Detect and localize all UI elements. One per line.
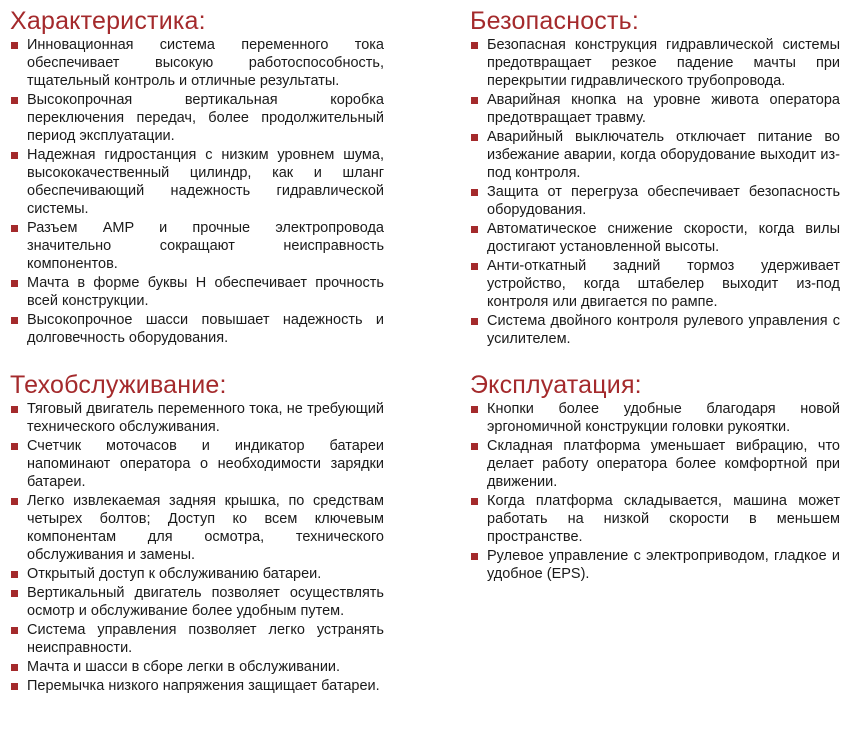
item-text: Мачта в форме буквы H обеспечивает прочность всей конструкции. — [27, 275, 384, 309]
features-section — [10, 6, 384, 348]
list-item — [10, 584, 384, 620]
item-text: Легко извлекаемая задняя крышка, по средствам четырех болтов; Доступ ко всем ключевым компонентам для осмотра, технического обслуживания и замены. — [27, 493, 384, 563]
list-item — [10, 219, 384, 273]
bullet-icon — [11, 498, 18, 505]
item-text: Аварийный выключатель отключает питание во избежание аварии, когда оборудование выходит из-под контроля. — [487, 129, 840, 181]
bullet-icon — [471, 134, 478, 141]
item-text: Открытый доступ к обслуживанию батареи. — [27, 566, 322, 582]
item-text: Разъем AMP и прочные электропровода значительно сокращают неисправность компонентов. — [27, 220, 384, 272]
list-item — [470, 91, 840, 127]
bullet-icon — [471, 189, 478, 196]
bullet-icon — [11, 590, 18, 597]
item-text: Складная платформа уменьшает вибрацию, что делает работу оператора более комфортной при движении. — [487, 438, 840, 490]
list-item — [470, 257, 840, 311]
item-text: Система управления позволяет легко устранять неисправности. — [27, 622, 384, 656]
item-text: Рулевое управление с электроприводом, гладкое и удобное (EPS). — [487, 548, 840, 582]
list-item — [10, 658, 384, 676]
operation-title: Эксплуатация: — [470, 371, 642, 399]
item-text: Аварийная кнопка на уровне живота оператора предотвращает травму. — [487, 92, 840, 126]
item-text: Автоматическое снижение скорости, когда вилы достигают установленной высоты. — [487, 221, 840, 255]
bullet-icon — [471, 318, 478, 325]
safety-list — [470, 36, 840, 348]
bullet-icon — [471, 97, 478, 104]
bullet-icon — [11, 406, 18, 413]
maintenance-title: Техобслуживание: — [10, 371, 227, 399]
list-item — [470, 128, 840, 182]
list-item — [10, 274, 384, 310]
list-item — [10, 621, 384, 657]
item-text: Безопасная конструкция гидравлической системы предотвращает резкое падение мачты при перекрытии гидравлического трубопровода. — [487, 37, 840, 89]
item-text: Мачта и шасси в сборе легки в обслуживании. — [27, 659, 341, 675]
item-text: Тяговый двигатель переменного тока, не требующий технического обслуживания. — [27, 401, 384, 435]
bullet-icon — [471, 443, 478, 450]
operation-list — [470, 400, 840, 583]
item-text: Инновационная система переменного тока обеспечивает высокую работоспособность, тщательный контроль и отличные результаты. — [27, 37, 384, 89]
item-text: Система двойного контроля рулевого управления с усилителем. — [487, 313, 840, 347]
bullet-icon — [11, 627, 18, 634]
list-item — [470, 437, 840, 491]
operation-section — [470, 370, 840, 584]
item-text: Кнопки более удобные благодаря новой эргономичной конструкции головки рукоятки. — [487, 401, 840, 435]
item-text: Защита от перегруза обеспечивает безопасность оборудования. — [487, 184, 840, 218]
list-item — [10, 565, 384, 583]
bullet-icon — [11, 317, 18, 324]
list-item — [470, 36, 840, 90]
bullet-icon — [471, 553, 478, 560]
list-item — [10, 677, 384, 695]
list-item — [10, 492, 384, 564]
bullet-icon — [11, 97, 18, 104]
item-text: Анти-откатный задний тормоз удерживает устройство, когда штабелер выходит из-под контроля или двигается по рампе. — [487, 258, 840, 310]
item-text: Счетчик моточасов и индикатор батареи напоминают оператора о необходимости зарядки батареи. — [27, 438, 384, 490]
features-list — [10, 36, 384, 347]
features-title: Характеристика: — [10, 7, 206, 35]
item-text: Надежная гидростанция с низким уровнем шума, высококачественный цилиндр, как и шланг обеспечивающий надежность гидравлической системы. — [27, 147, 384, 217]
list-item — [470, 220, 840, 256]
list-item — [470, 492, 840, 546]
bullet-icon — [11, 443, 18, 450]
maintenance-list — [10, 400, 384, 695]
item-text: Перемычка низкого напряжения защищает батареи. — [27, 678, 380, 694]
bullet-icon — [11, 152, 18, 159]
maintenance-section — [10, 370, 384, 696]
bullet-icon — [11, 683, 18, 690]
bullet-icon — [471, 226, 478, 233]
bullet-icon — [471, 498, 478, 505]
safety-section — [470, 6, 840, 349]
list-item — [10, 437, 384, 491]
list-item — [10, 311, 384, 347]
bullet-icon — [471, 263, 478, 270]
bullet-icon — [11, 571, 18, 578]
bullet-icon — [11, 280, 18, 287]
list-item — [10, 146, 384, 218]
list-item — [470, 400, 840, 436]
safety-title: Безопасность: — [470, 7, 640, 35]
item-text: Высокопрочное шасси повышает надежность и долговечность оборудования. — [27, 312, 384, 346]
item-text: Вертикальный двигатель позволяет осуществлять осмотр и обслуживание более удобным путем. — [27, 585, 384, 619]
bullet-icon — [11, 42, 18, 49]
list-item — [10, 91, 384, 145]
list-item — [10, 36, 384, 90]
item-text: Когда платформа складывается, машина может работать на низкой скорости в меньшем пространстве. — [487, 493, 840, 545]
list-item — [10, 400, 384, 436]
bullet-icon — [11, 664, 18, 671]
bullet-icon — [471, 42, 478, 49]
list-item — [470, 183, 840, 219]
list-item — [470, 547, 840, 583]
list-item — [470, 312, 840, 348]
bullet-icon — [471, 406, 478, 413]
item-text: Высокопрочная вертикальная коробка переключения передач, более продолжительный период эксплуатации. — [27, 92, 384, 144]
bullet-icon — [11, 225, 18, 232]
